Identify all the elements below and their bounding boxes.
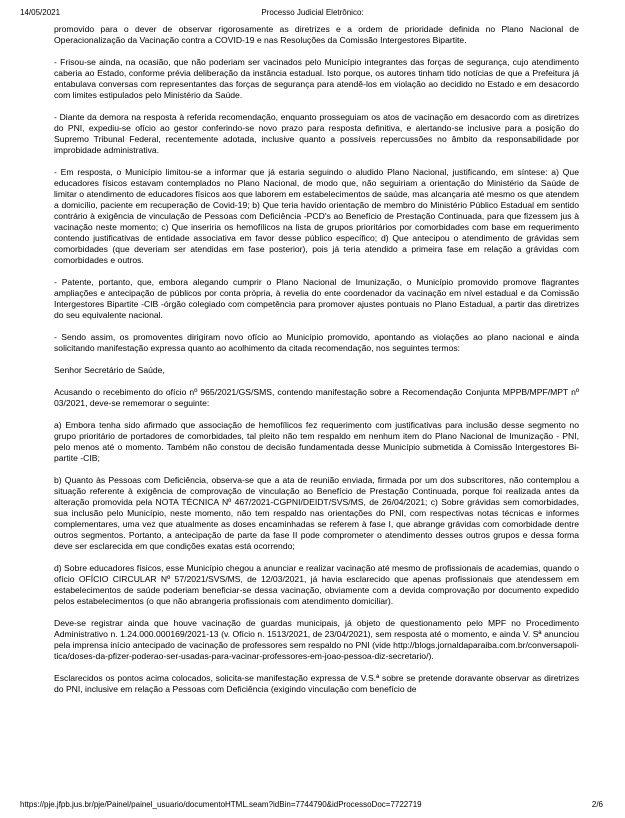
paragraph-continuation: promovido para o dever de observar rigorosamente as diretrizes e a ordem de prioridade definida no Plano Nacional de Operacionalização da Vacinação contra a COVID-19 e nas Resoluções da Comissão Intergestores Bipartite.: [54, 24, 579, 45]
paragraph-delay: - Diante da demora na resposta à referida recomendação, enquanto prosseguiam os atos de vacinação em desacordo com as diretrizes do PNI, expediu-se ofício ao gestor conferindo-se novo prazo para resposta definitiva, e alertando-se inclusive para a posição do Supremo Tribunal Federal, recentemente adotada, inclusive quanto a possíveis repercussões no âmbito da responsabilidade por improbidade administrativa.: [54, 112, 579, 155]
paragraph-new-letter: - Sendo assim, os promoventes dirigiram novo ofício ao Município promovido, apontando as violações ao plano nacional e ainda solicitando manifestação expressa quanto ao acolhimento da citada recomendação, nos seguintes termos:: [54, 332, 579, 353]
page-number: 2/6: [591, 800, 603, 809]
paragraph-municipal-response: - Em resposta, o Município limitou-se a informar que já estaria seguindo o aludido Plano Nacional, justificando, em síntese: a) Que educadores físicos estavam contemplados no Plano Nacional, de modo que, não seguiriam a orientação do Ministério da Saúde de limitar o atendimento de educadores físicos aos que laborem em estabelecimentos de saúde, mas alcançaria até mesmo os que atendem a domicílio, paciente em recuperação de Covid-19; b) Que teria havido orientação de membro do Ministério Público Estadual em sentido contrário à exigência de vinculação de Pessoas com Deficiência -PCD's ao Benefício de Prestação Continuada, para que fizessem jus à vacinação neste momento; c) Que inseriria os hemofílicos na lista de grupos prioritários por comorbidades com base em requerimento contendo justificativas de entidade associativa em favor desse público específico; d) Que antecipou o atendimento de grávidas sem comorbidades (que deveriam ser atendidas em fase posterior), pois já teria atendido a primeira fase em relação a grávidas com comorbidades e outros.: [54, 167, 579, 265]
page-header-title: Processo Judicial Eletrônico:: [261, 8, 364, 17]
document-body: [54, 24, 579, 706]
paragraph-patente: - Patente, portanto, que, embora alegando cumprir o Plano Nacional de Imunização, o Município promovido promove flagrantes ampliações e antecipação de públicos por conta própria, à revelia do ente coordenador da vacinação em nível estadual e da Comissão Intergestores Bipartite -CIB -órgão colegiado com competência para promover ajustes pontuais no Plano Estadual, a partir das diretrizes do seu equivalente nacional.: [54, 277, 579, 320]
item-b-c-disability-pregnant: b) Quanto às Pessoas com Deficiência, observa-se que a ata de reunião enviada, firmada por um dos subscritores, não contemplou a situação referente à exigência de comprovação de vinculação ao Benefício de Prestação Continuada, porque foi realizada antes da alteração promovida pela NOTA TÉCNICA Nº 467/2021-CGPNI/DEIDT/SVS/MS, de 26/04/2021; c) Sobre grávidas sem comorbidades, sua inclusão pelo Município, neste momento, não tem respaldo nas orientações do PNI, com respectivas notas técnicas e informes complementares, uma vez que atualmente as doses encaminhadas se referem à fase I, que abrange grávidas com comorbidade dentre outros segmentos. Portanto, a antecipação de parte da fase II pode comprometer o atendimento desses outros grupos e dessa forma deve ser esclarecida em que condições exatas está ocorrendo;: [54, 475, 579, 551]
paragraph-request: Esclarecidos os pontos acima colocados, solicita-se manifestação expressa de V.S.ª sobre se pretende doravante observar as diretrizes do PNI, inclusive em relação a Pessoas com Deficiência (exigindo vinculação com benefício de: [54, 673, 579, 694]
footer-url: https://pje.jfpb.jus.br/pje/Painel/painel_usuario/documentoHTML.seam?idBin=7744790&idProcessoDoc=7722719: [20, 800, 422, 809]
salutation: Senhor Secretário de Saúde,: [54, 365, 165, 375]
item-d-physical-educators: d) Sobre educadores físicos, esse Município chegou a anunciar e realizar vacinação até mesmo de profissionais de academias, quando o ofício OFÍCIO CIRCULAR Nº 57/2021/SVS/MS, de 12/03/2021, já havia esclarecido que apenas profissionais que atendessem em estabelecimentos de saúde poderiam beneficiar-se dessa vacinação, obviamente com a devida comprovação por documento expedido pelos estabelecimentos (o que não abrangeria profissionais com atendimento domiciliar).: [54, 563, 579, 606]
paragraph-acknowledgement: Acusando o recebimento do ofício nº 965/2021/GS/SMS, contendo manifestação sobre a Recomendação Conjunta MPPB/MPF/MPT nº 03/2021, deve-se rememorar o seguinte:: [54, 387, 579, 408]
item-a-hemophiliacs: a) Embora tenha sido afirmado que associação de hemofílicos fez requerimento com justificativas para inclusão desse segmento no grupo prioritário de portadores de comorbidades, tal pleito não tem respaldo em nenhum item do Plano Nacional de Imunização - PNI, pelo menos até o momento. Também não constou de decisão fundamentada desse Município submetida à Comissão Intergestores Bi-partite -CIB;: [54, 420, 579, 463]
paragraph-guards-teachers: Deve-se registrar ainda que houve vacinação de guardas municipais, já objeto de questionamento pelo MPF no Procedimento Administrativo n. 1.24.000.000169/2021-13 (v. Ofício n. 1513/2021, de 23/04/2021), sem resposta até o momento, e ainda V. Sª anunciou pela imprensa início antecipado de vacinação de professores sem respaldo no PNI (vide http://blogs.jornaldaparaiba.com.br/conversapoli-tica/doses-da-pfizer-poderao-ser-usadas-para-vacinar-professores-em-joao-pessoa-diz-secretario/).: [54, 618, 579, 661]
print-date: 14/05/2021: [20, 8, 61, 17]
paragraph-security-forces: - Frisou-se ainda, na ocasião, que não poderiam ser vacinados pelo Município integrantes das forças de segurança, cujo atendimento caberia ao Estado, conforme prévia deliberação da instância estadual. Isto porque, os autores tinham tido notícias de que a Prefeitura já entabulava conversas com representantes das forças de segurança para atendê-los em violação ao decidido no Estado e em desacordo com limites estipulados pelo Ministério da Saúde.: [54, 57, 579, 100]
